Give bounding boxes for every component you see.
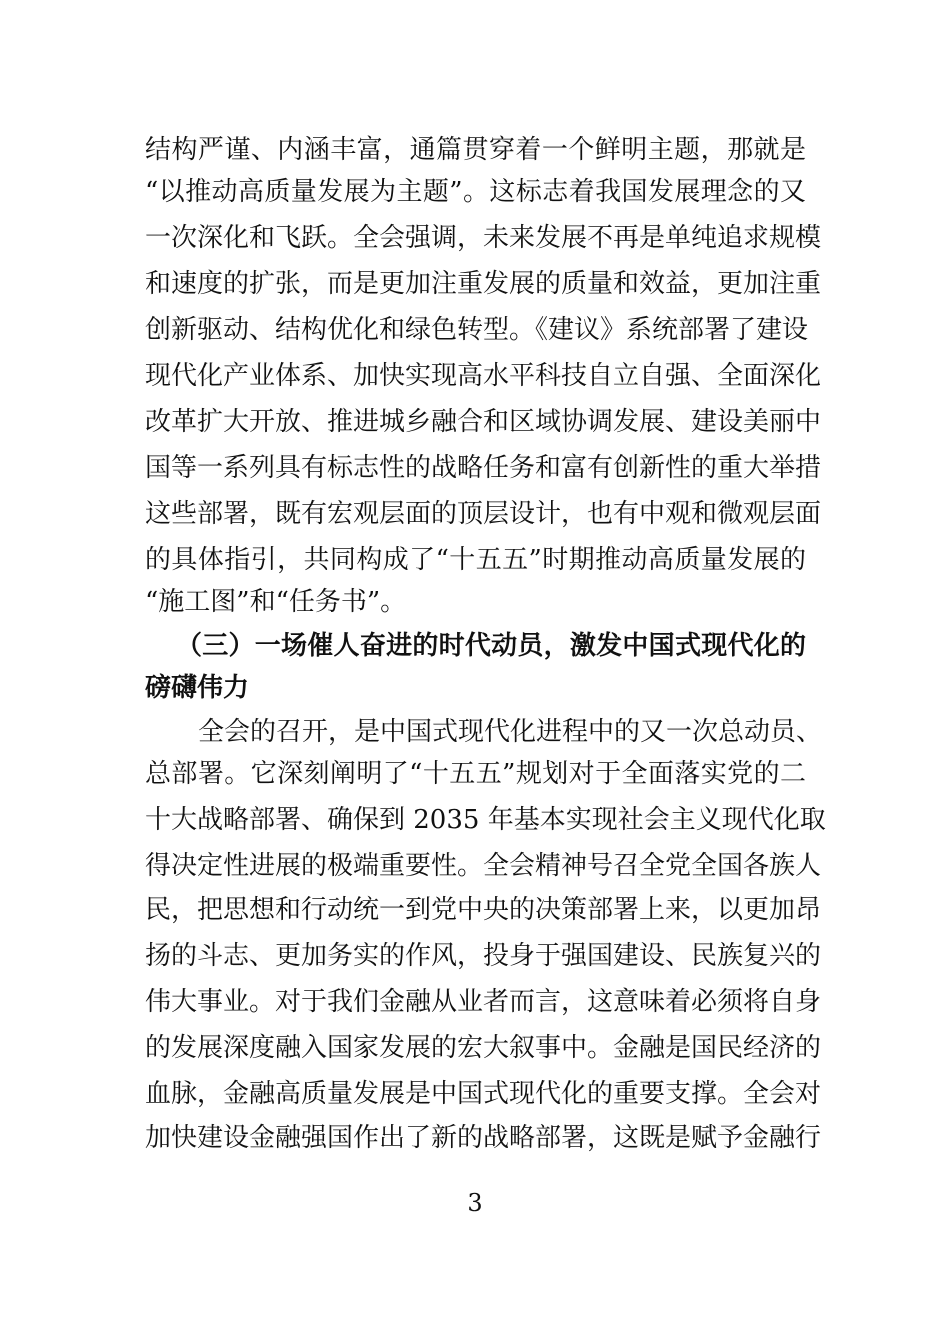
text-line: “以推动高质量发展为主题”。这标志着我国发展理念的又	[145, 177, 806, 207]
text-line: 全会的召开，是中国式现代化进程中的又一次总动员、	[198, 717, 823, 747]
text-line: 十大战略部署、确保到 2035 年基本实现社会主义现代化取	[145, 805, 826, 835]
section-heading: 磅礴伟力	[145, 673, 250, 703]
text-line: “施工图”和“任务书”。	[145, 587, 407, 617]
text-line: 这些部署，既有宏观层面的顶层设计，也有中观和微观层面	[145, 499, 822, 529]
text-line: 加快建设金融强国作出了新的战略部署，这既是赋予金融行	[145, 1123, 822, 1153]
text-line: 的具体指引，共同构成了“十五五”时期推动高质量发展的	[145, 545, 806, 575]
text-line: 得决定性进展的极端重要性。全会精神号召全党全国各族人	[145, 851, 822, 881]
text-line: 国等一系列具有标志性的战略任务和富有创新性的重大举措	[145, 453, 822, 483]
text-line: 一次深化和飞跃。全会强调，未来发展不再是单纯追求规模	[145, 223, 822, 253]
text-line: 的发展深度融入国家发展的宏大叙事中。金融是国民经济的	[145, 1033, 822, 1063]
text-line: 扬的斗志、更加务实的作风，投身于强国建设、民族复兴的	[145, 941, 822, 971]
text-line: 改革扩大开放、推进城乡融合和区域协调发展、建设美丽中	[145, 407, 822, 437]
text-line: 总部署。它深刻阐明了“十五五”规划对于全面落实党的二	[145, 759, 806, 789]
text-line: 血脉，金融高质量发展是中国式现代化的重要支撑。全会对	[145, 1079, 822, 1109]
page-number: 3	[467, 1189, 483, 1217]
text-line: 现代化产业体系、加快实现高水平科技自立自强、全面深化	[145, 361, 822, 391]
text-line: 和速度的扩张，而是更加注重发展的质量和效益，更加注重	[145, 269, 822, 299]
text-line: 结构严谨、内涵丰富，通篇贯穿着一个鲜明主题，那就是	[145, 135, 806, 165]
text-line: 伟大事业。对于我们金融从业者而言，这意味着必须将自身	[145, 987, 822, 1017]
section-heading: （三）一场催人奋进的时代动员，激发中国式现代化的	[176, 631, 806, 661]
text-line: 创新驱动、结构优化和绿色转型。《建议》系统部署了建设	[145, 315, 809, 345]
text-line: 民，把思想和行动统一到党中央的决策部署上来，以更加昂	[145, 895, 822, 925]
